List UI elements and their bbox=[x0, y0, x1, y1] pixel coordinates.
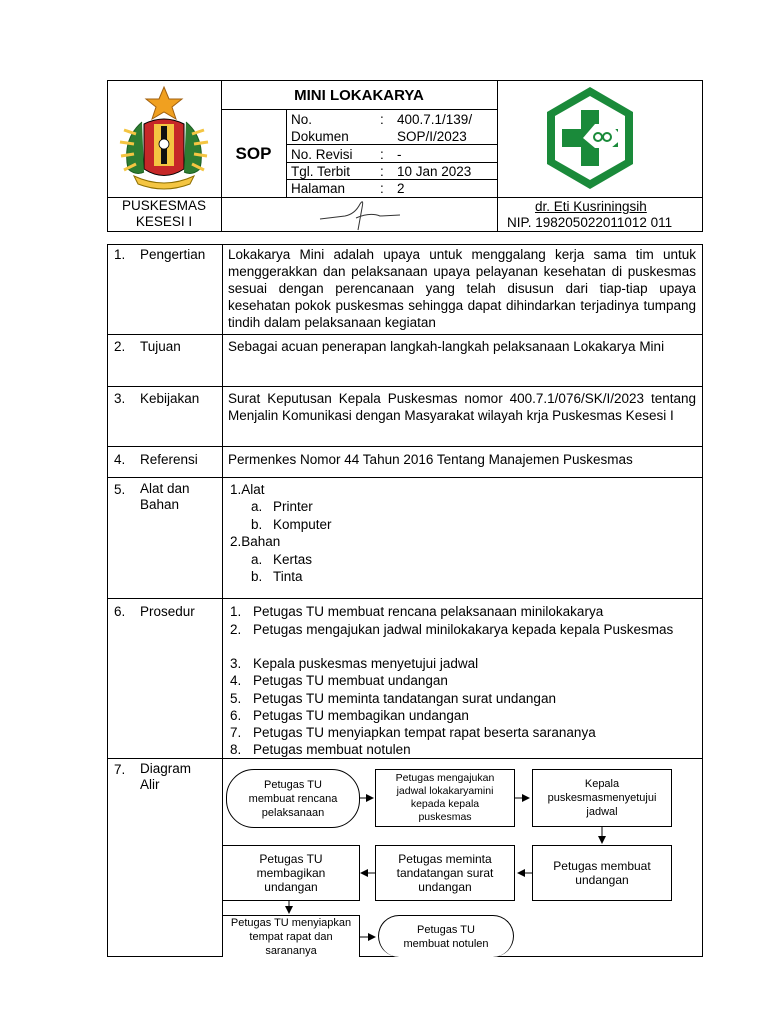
flow-step-4: Petugas membuat undangan bbox=[532, 845, 672, 901]
signer-nip: NIP. 198205022011012 011 bbox=[507, 215, 673, 230]
procedure-step: Petugas TU membuat rencana pelaksanaan minilokakarya bbox=[253, 604, 604, 619]
section-title-alat-bahan: Alat dan Bahan bbox=[140, 481, 190, 512]
field-sep: : bbox=[380, 181, 384, 196]
list-marker: a. bbox=[251, 552, 263, 567]
section-number: 3. bbox=[114, 391, 126, 406]
group-label-bahan: 2.Bahan bbox=[230, 534, 281, 549]
field-label-no-dokumen: No. Dokumen bbox=[291, 112, 349, 144]
section-title-referensi: Referensi bbox=[140, 452, 198, 467]
section-text-referensi: Permenkes Nomor 44 Tahun 2016 Tentang Manajemen Puskesmas bbox=[228, 452, 633, 467]
section-number: 7. bbox=[114, 762, 126, 777]
field-value-halaman: 2 bbox=[397, 181, 405, 196]
list-marker: b. bbox=[251, 517, 263, 532]
step-number: 1. bbox=[230, 604, 242, 619]
field-sep: : bbox=[380, 147, 384, 162]
procedure-step: Petugas mengajukan jadwal minilokakarya kepada kepala Puskesmas bbox=[253, 622, 674, 637]
procedure-step: Petugas TU membagikan undangan bbox=[253, 708, 469, 723]
field-label-tgl-terbit: Tgl. Terbit bbox=[291, 164, 351, 179]
step-number: 8. bbox=[230, 742, 242, 757]
field-label-no-revisi: No. Revisi bbox=[291, 147, 353, 162]
signer-name: dr. Eti Kusriningsih bbox=[535, 199, 647, 214]
field-label-halaman: Halaman bbox=[291, 181, 346, 196]
field-value-tgl-terbit: 10 Jan 2023 bbox=[397, 164, 472, 179]
flow-step-2: Petugas mengajukan jadwal lokakaryamini kepada kepala puskesmas bbox=[375, 769, 515, 827]
procedure-step: Petugas membuat notulen bbox=[253, 742, 411, 757]
flow-step-1: Petugas TU membuat rencana pelaksanaan bbox=[226, 769, 360, 828]
section-number: 2. bbox=[114, 339, 126, 354]
section-text-pengertian: Lokakarya Mini adalah upaya untuk menggalang kerja sama tim untuk menggerakkan dan pelaksanaan upaya pelayanan kesehatan di puskesmas sesuai dengan perencanaan yang telah disusun dari tiap-tiap upaya kesehatan pokok puskesmas sehingga dapat dihindarkan terjadinya tumpang tindih dalam pelaksanaan kegiatan bbox=[228, 247, 696, 330]
list-marker: a. bbox=[251, 499, 263, 514]
procedure-step: Kepala puskesmas menyetujui jadwal bbox=[253, 656, 479, 671]
field-sep: : bbox=[380, 164, 384, 179]
section-text-tujuan: Sebagai acuan penerapan langkah-langkah pelaksanaan Lokakarya Mini bbox=[228, 339, 665, 354]
flow-step-7: Petugas TU menyiapkan tempat rapat dan sarananya bbox=[222, 915, 360, 957]
section-number: 6. bbox=[114, 604, 126, 619]
procedure-step: Petugas TU membuat undangan bbox=[253, 673, 448, 688]
procedure-step: Petugas TU meminta tandatangan surat undangan bbox=[253, 691, 556, 706]
flow-step-6: Petugas TU membagikan undangan bbox=[222, 845, 360, 901]
list-marker: b. bbox=[251, 569, 263, 584]
document-title: MINI LOKAKARYA bbox=[294, 87, 424, 104]
list-item: Komputer bbox=[273, 517, 332, 532]
org-name: PUSKESMAS KESESI I bbox=[121, 198, 207, 229]
section-title-diagram-alir: Diagram Alir bbox=[140, 761, 192, 792]
group-label-alat: 1.Alat bbox=[230, 482, 265, 497]
sop-label: SOP bbox=[235, 144, 272, 163]
section-title-prosedur: Prosedur bbox=[140, 604, 195, 619]
step-number: 2. bbox=[230, 622, 242, 637]
step-number: 4. bbox=[230, 673, 242, 688]
field-value-no-dokumen: 400.7.1/139/ SOP/I/2023 bbox=[397, 112, 473, 144]
list-item: Printer bbox=[273, 499, 313, 514]
field-value-no-revisi: - bbox=[397, 147, 402, 162]
procedure-step: Petugas TU menyiapkan tempat rapat beserta sarananya bbox=[253, 725, 596, 740]
flow-step-3: Kepala puskesmasmenyetujui jadwal bbox=[532, 769, 672, 827]
section-number: 4. bbox=[114, 452, 126, 467]
list-item: Kertas bbox=[273, 552, 313, 567]
step-number: 5. bbox=[230, 691, 242, 706]
list-item: Tinta bbox=[273, 569, 303, 584]
section-title-pengertian: Pengertian bbox=[140, 247, 206, 262]
step-number: 6. bbox=[230, 708, 242, 723]
step-number: 7. bbox=[230, 725, 242, 740]
step-number: 3. bbox=[230, 656, 242, 671]
section-title-kebijakan: Kebijakan bbox=[140, 391, 200, 406]
flow-step-5: Petugas meminta tandatangan surat undangan bbox=[375, 845, 515, 901]
field-sep: : bbox=[380, 112, 384, 127]
section-number: 1. bbox=[114, 247, 126, 262]
flow-step-8: Petugas TU membuat notulen bbox=[378, 915, 514, 957]
section-text-kebijakan: Surat Keputusan Kepala Puskesmas nomor 400.7.1/076/SK/I/2023 tentang Menjalin Komunikasi dengan Masyarakat wilayah krja Puskesmas Kesesi I bbox=[228, 391, 696, 423]
section-title-tujuan: Tujuan bbox=[140, 339, 181, 354]
section-number: 5. bbox=[114, 482, 126, 497]
